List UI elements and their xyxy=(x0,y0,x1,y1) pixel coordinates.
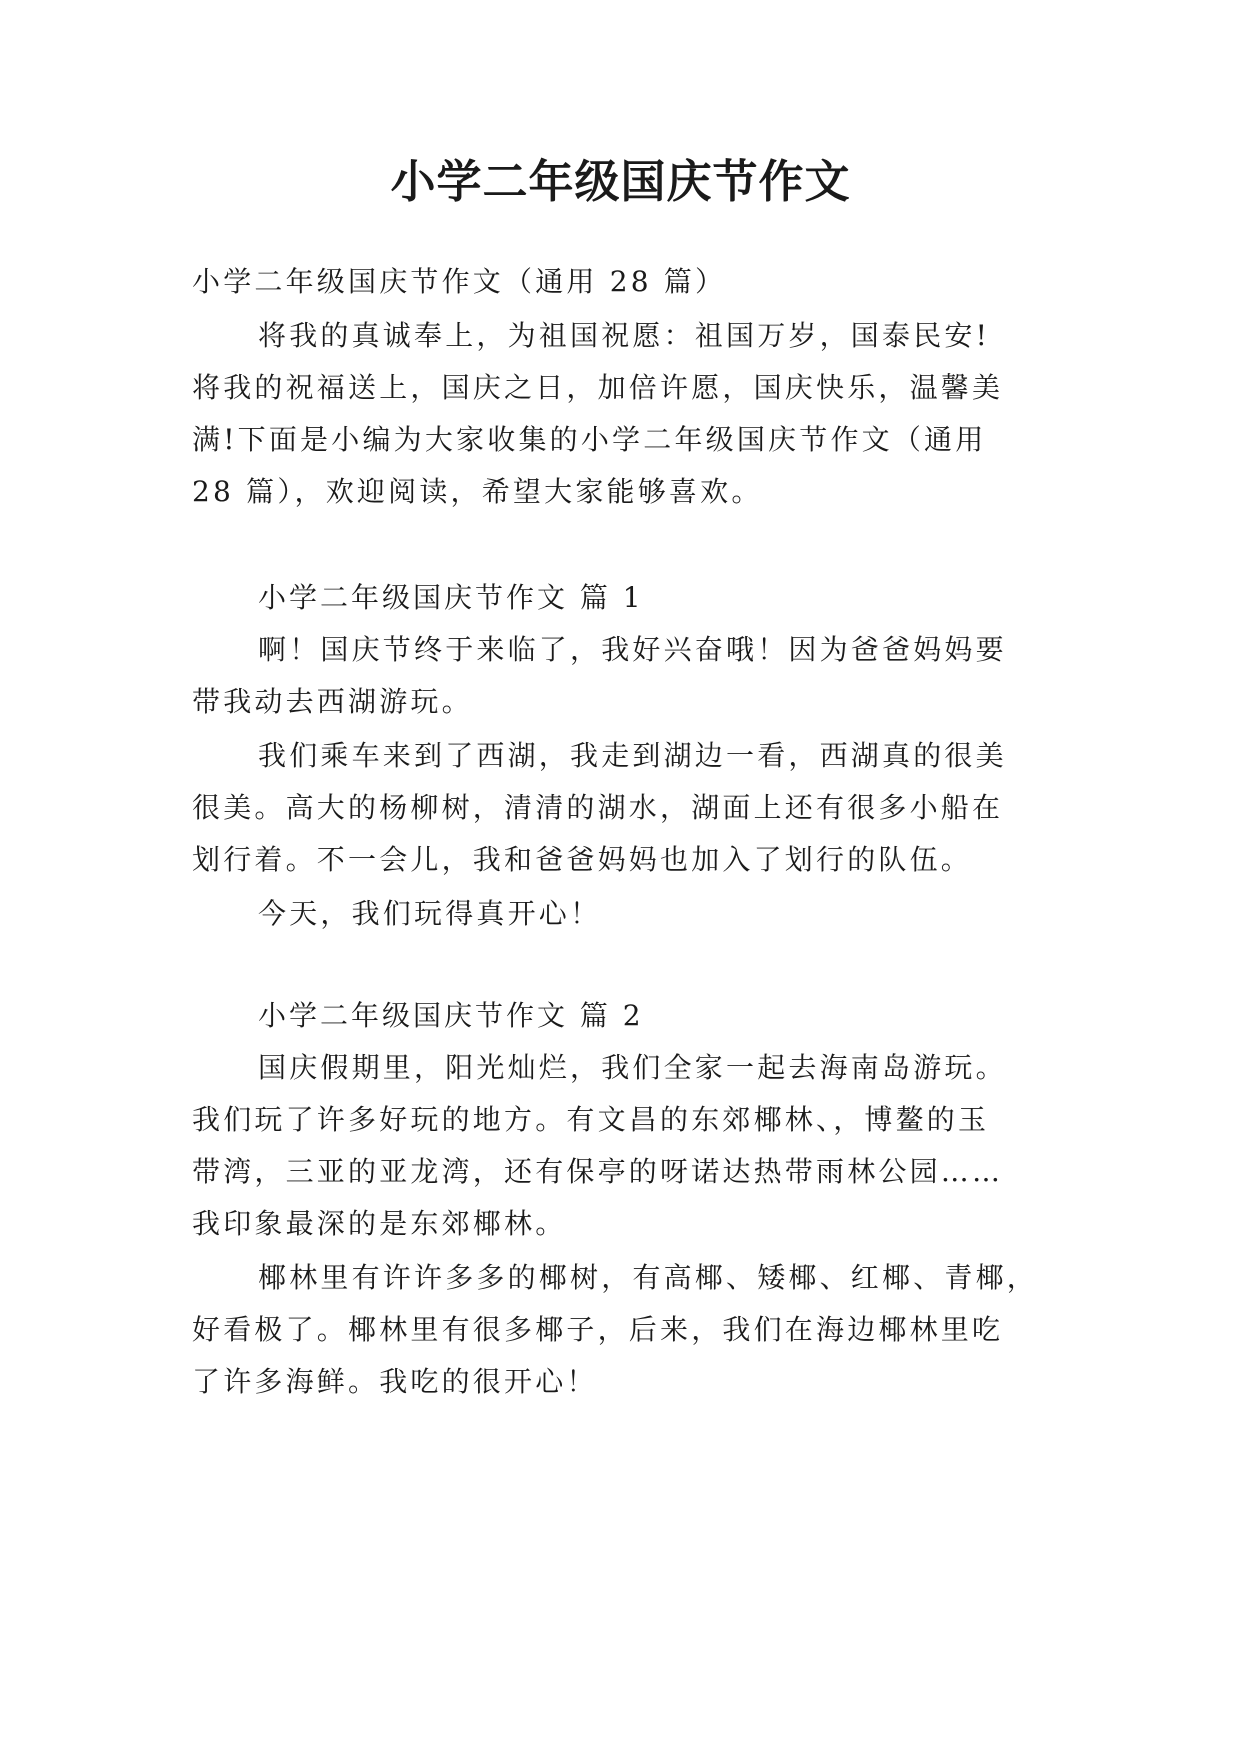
essay-line: 我印象最深的是东郊椰林。 xyxy=(192,1207,567,1240)
essay-heading: 小学二年级国庆节作文 篇 2 xyxy=(258,999,644,1032)
document-subtitle: 小学二年级国庆节作文（通用 28 篇） xyxy=(192,265,727,298)
intro-line: 满!下面是小编为大家收集的小学二年级国庆节作文（通用 xyxy=(192,423,987,456)
essay-line: 椰林里有许许多多的椰树，有高椰、矮椰、红椰、青椰， xyxy=(258,1261,1039,1294)
essay-line: 好看极了。椰林里有很多椰子，后来，我们在海边椰林里吃 xyxy=(192,1313,1004,1346)
essay-line: 我们乘车来到了西湖，我走到湖边一看，西湖真的很美 xyxy=(258,739,1007,772)
essay-line: 了许多海鲜。我吃的很开心！ xyxy=(192,1365,598,1398)
essay-line: 国庆假期里，阳光灿烂，我们全家一起去海南岛游玩。 xyxy=(258,1051,1007,1084)
essay-line: 划行着。不一会儿，我和爸爸妈妈也加入了划行的队伍。 xyxy=(192,843,973,876)
essay-line: 很美。高大的杨柳树，清清的湖水，湖面上还有很多小船在 xyxy=(192,791,1004,824)
essay-heading: 小学二年级国庆节作文 篇 1 xyxy=(258,581,644,614)
essay-line: 啊！国庆节终于来临了，我好兴奋哦！因为爸爸妈妈要 xyxy=(258,633,1007,666)
intro-line: 28 篇），欢迎阅读，希望大家能够喜欢。 xyxy=(192,475,763,508)
intro-line: 将我的祝福送上，国庆之日，加倍许愿，国庆快乐，温馨美 xyxy=(192,371,1004,404)
essay-line: 带我动去西湖游玩。 xyxy=(192,685,473,718)
intro-line: 将我的真诚奉上，为祖国祝愿：祖国万岁，国泰民安! xyxy=(258,319,991,352)
essay-line: 今天，我们玩得真开心！ xyxy=(258,897,602,930)
document-title: 小学二年级国庆节作文 xyxy=(390,155,851,208)
essay-line: 我们玩了许多好玩的地方。有文昌的东郊椰林、，博鳌的玉 xyxy=(192,1103,990,1136)
essay-line: 带湾，三亚的亚龙湾，还有保亭的呀诺达热带雨林公园…… xyxy=(192,1155,1004,1188)
